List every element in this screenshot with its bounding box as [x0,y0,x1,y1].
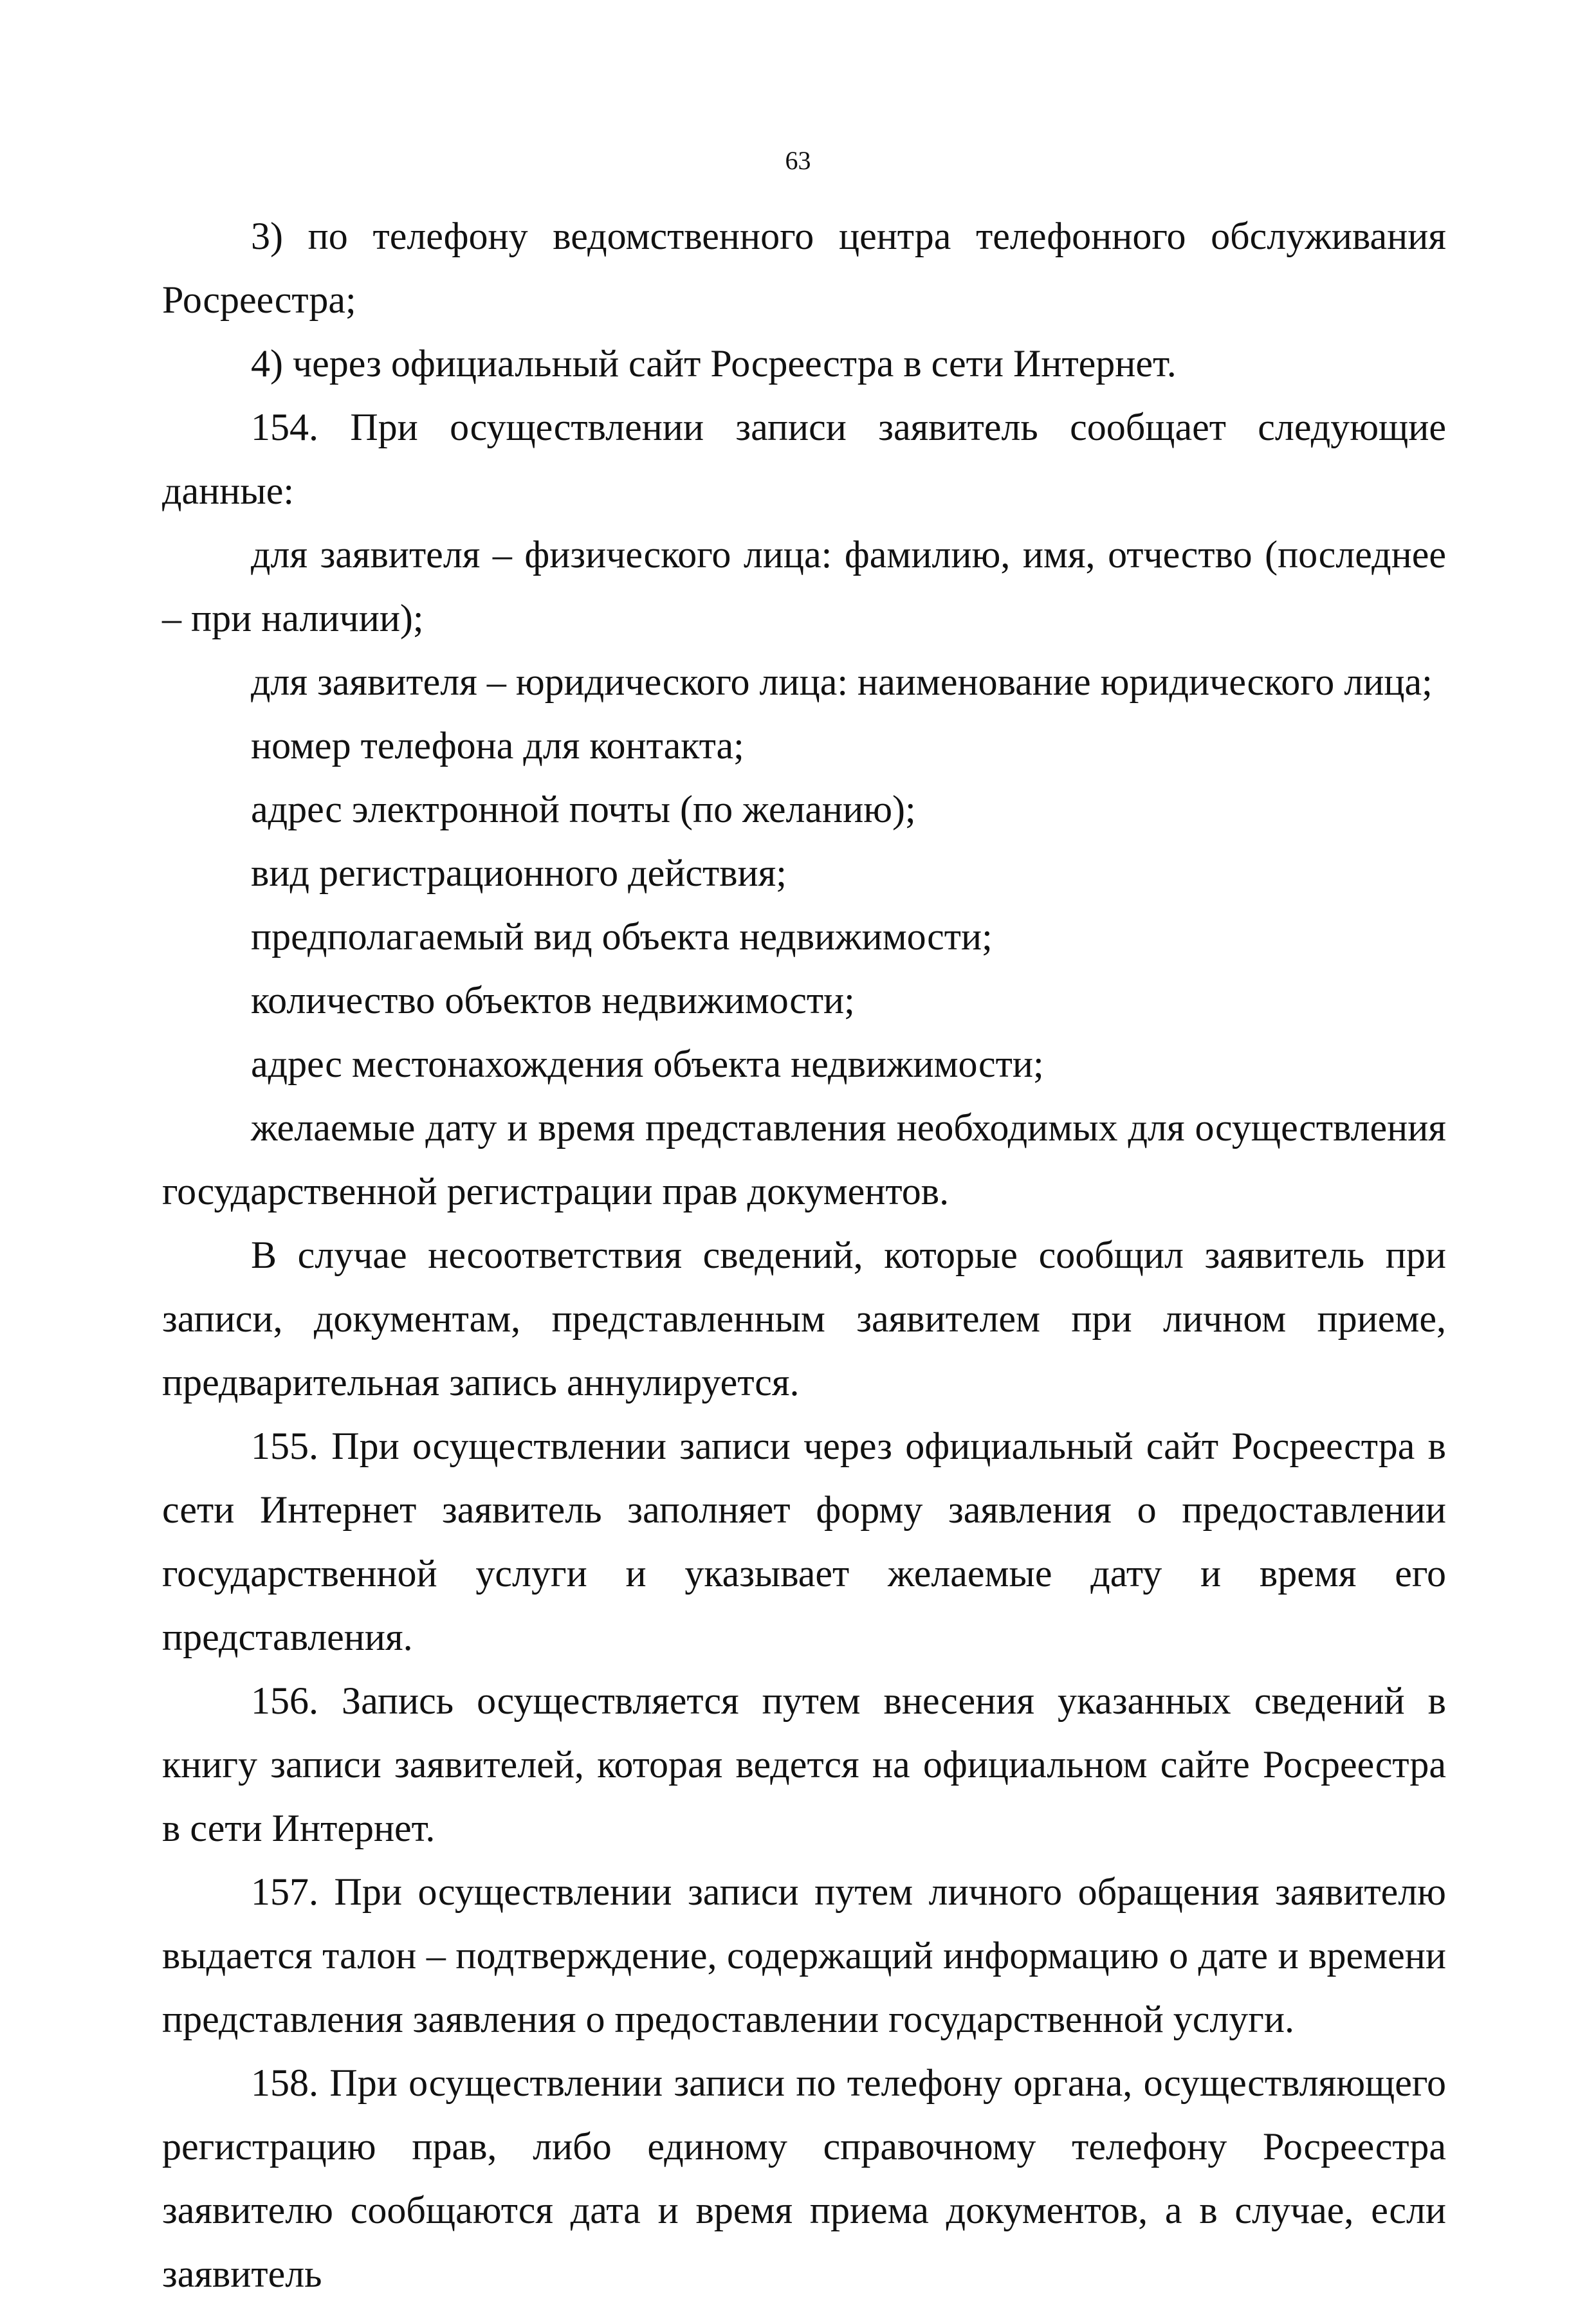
paragraph-email: адрес электронной почты (по желанию); [251,788,916,830]
paragraph-158: 158. При осуществлении записи по телефону органа, осуществляющего регистрацию прав, либо единому справочному телефону Росреестра заявителю сообщаются дата и время приема документов, а в случае, если заявитель [162,2062,1446,2295]
paragraph-154: 154. При осуществлении записи заявитель сообщает следующие данные: [162,406,1446,512]
page-number: 63 [785,146,811,175]
paragraph-object-type: предполагаемый вид объекта недвижимости; [251,915,993,958]
paragraph-item-4: 4) через официальный сайт Росреестра в сети Интернет. [251,342,1177,385]
paragraph-155: 155. При осуществлении записи через официальный сайт Росреестра в сети Интернет заявитель заполняет форму заявления о предоставлении государственной услуги и указывает желаемые дату и время его представления. [162,1425,1446,1658]
paragraph-item-3: 3) по телефону ведомственного центра телефонного обслуживания Росреестра; [162,215,1446,321]
paragraph-legal-entity-applicant: для заявителя – юридического лица: наименование юридического лица; [251,661,1433,703]
paragraph-phone-number: номер телефона для контакта; [251,724,744,767]
paragraph-individual-applicant: для заявителя – физического лица: фамилию, имя, отчество (последнее – при наличии); [162,533,1446,639]
paragraph-registration-action: вид регистрационного действия; [251,852,787,894]
paragraph-object-count: количество объектов недвижимости; [251,979,855,1021]
paragraph-desired-date: желаемые дату и время представления необходимых для осуществления государственной регистрации прав документов. [162,1106,1446,1212]
paragraph-object-address: адрес местонахождения объекта недвижимости; [251,1043,1044,1085]
paragraph-156: 156. Запись осуществляется путем внесения указанных сведений в книгу записи заявителей, которая ведется на официальном сайте Росреестра в сети Интернет. [162,1679,1446,1849]
paragraph-157: 157. При осуществлении записи путем личного обращения заявителю выдается талон – подтверждение, содержащий информацию о дате и времени представления заявления о предоставлении государственной услуги. [162,1871,1446,2040]
paragraph-mismatch: В случае несоответствия сведений, которые сообщил заявитель при записи, документам, представленным заявителем при личном приеме, предварительная запись аннулируется. [162,1234,1446,1404]
document-body [162,205,1446,2306]
